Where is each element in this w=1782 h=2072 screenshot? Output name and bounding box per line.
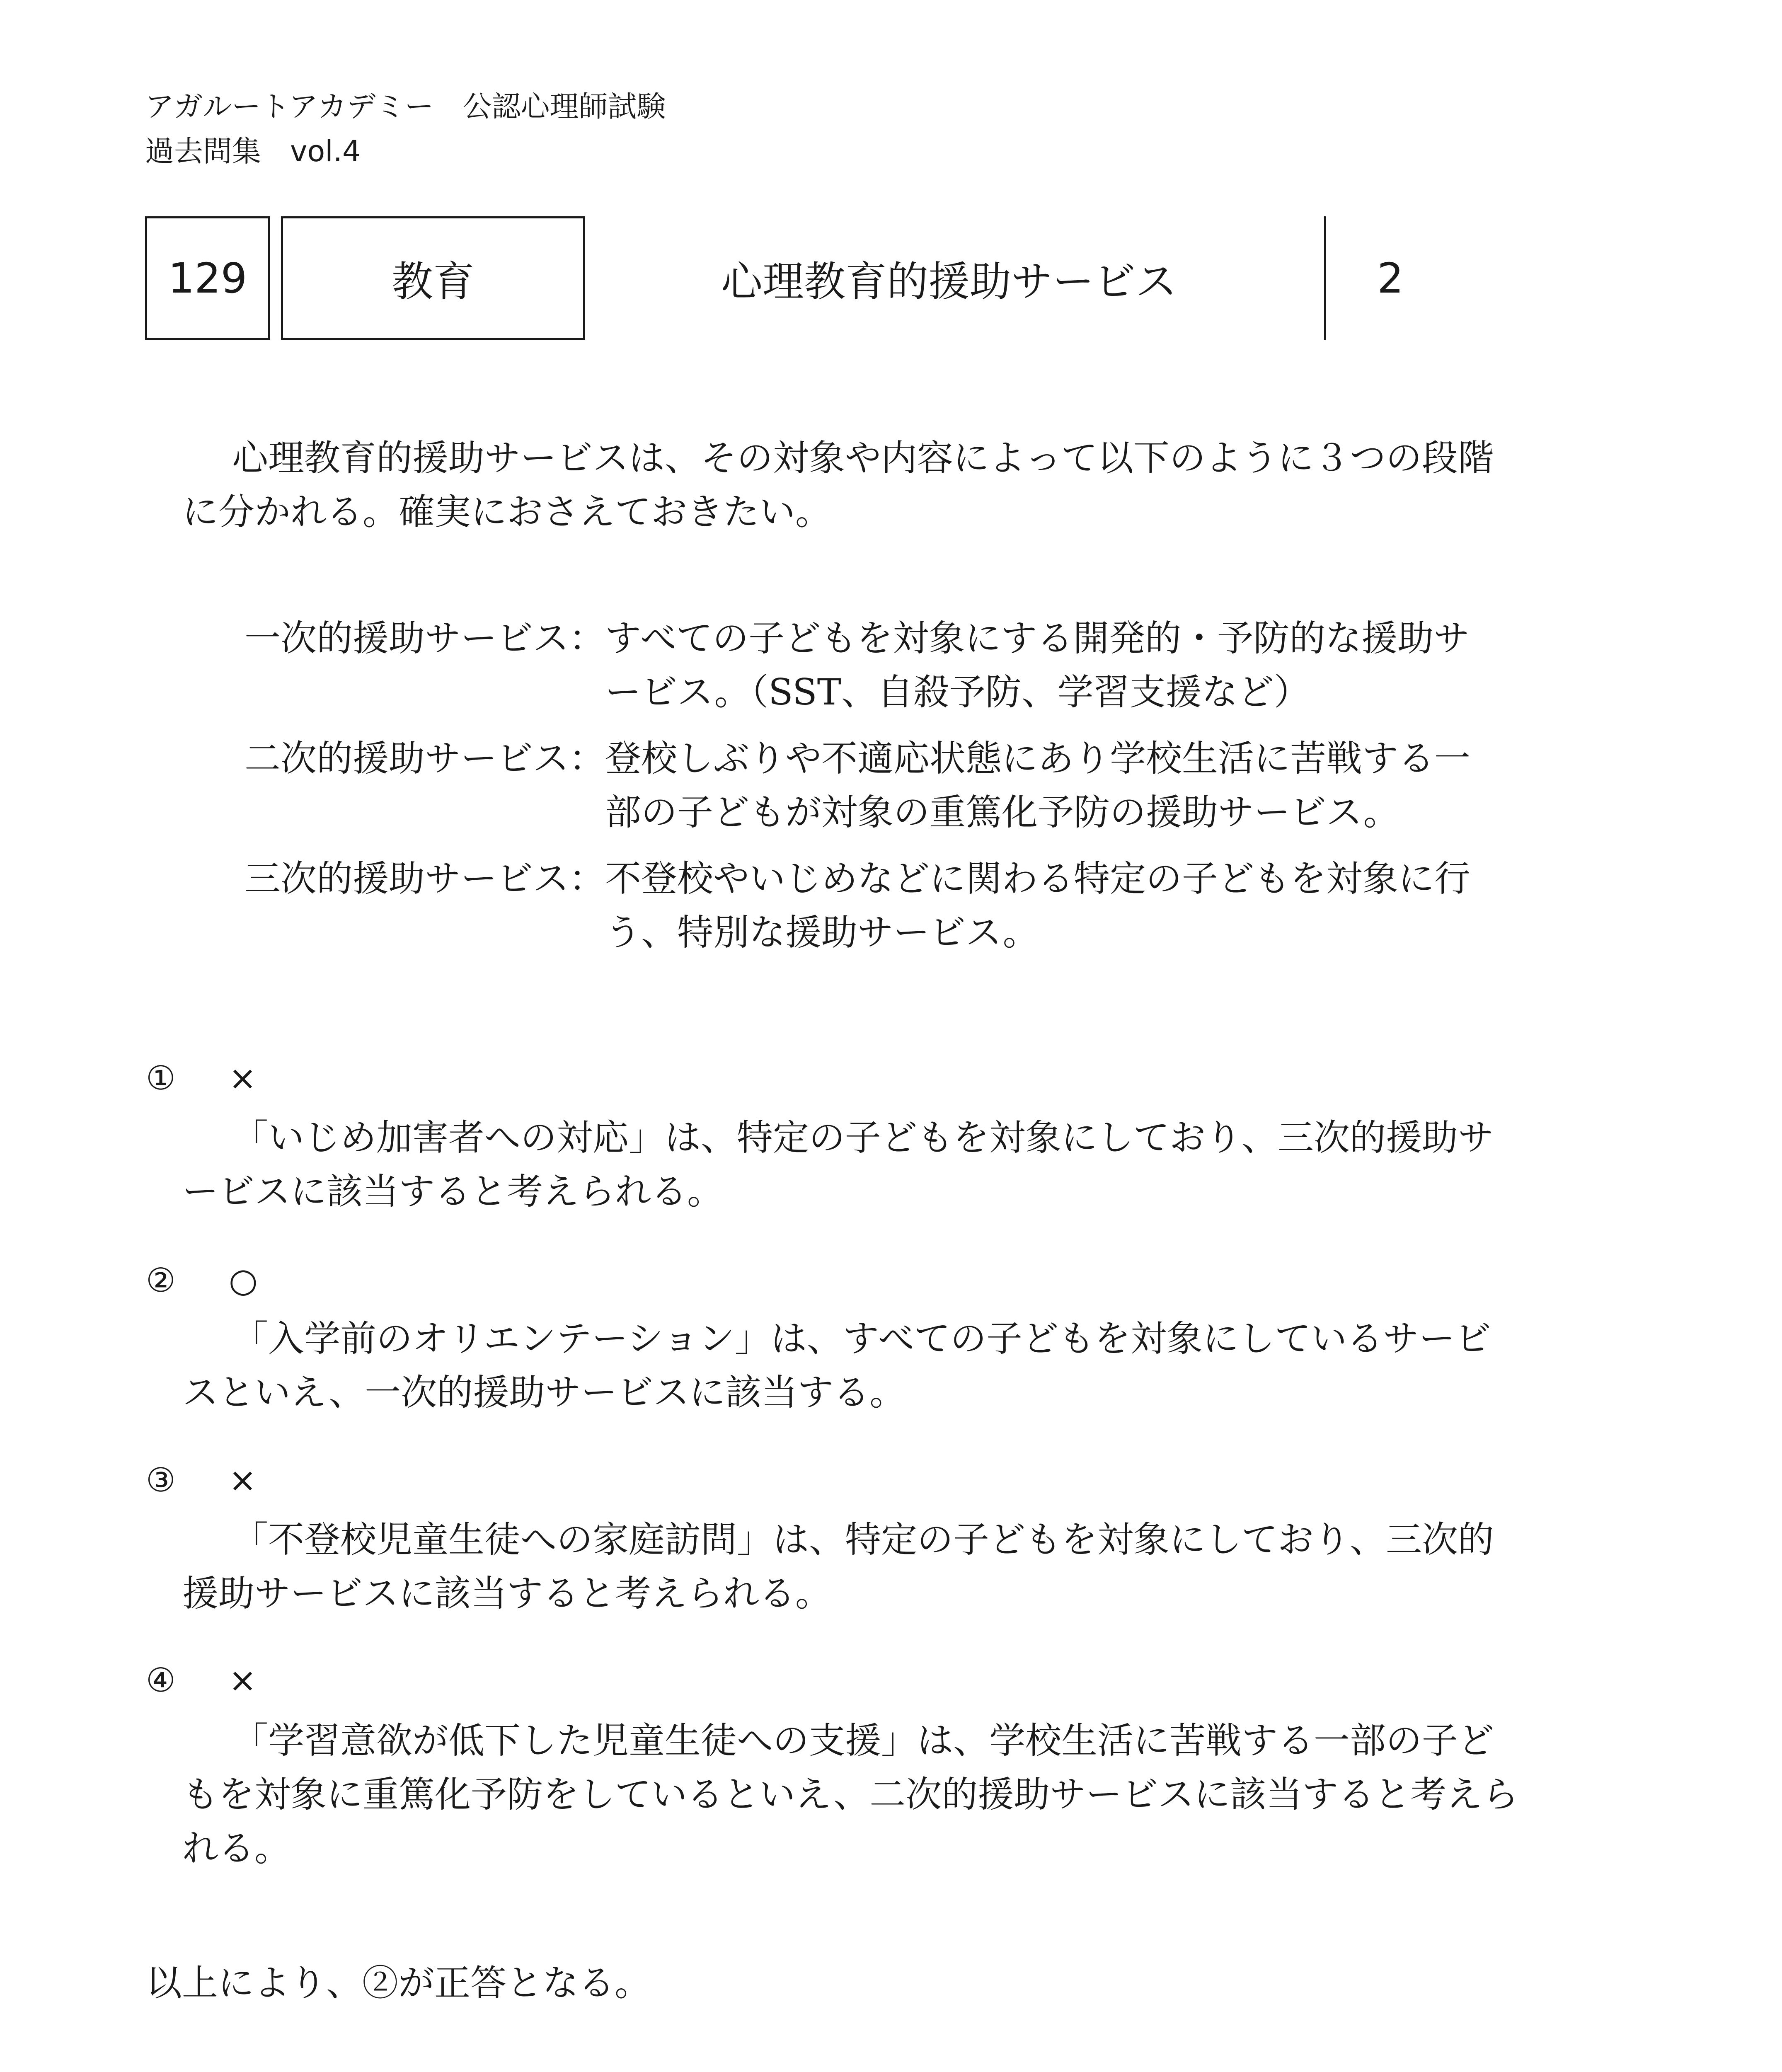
correct-answer: 2 [1377, 254, 1404, 303]
option-number: ② [146, 1261, 176, 1300]
option-explanation: 「不登校児童生徒への家庭訪問」は、特定の子どもを対象にしており、三次的援助サービスに該当すると考えられる。 [182, 1518, 1494, 1615]
option-number: ① [146, 1059, 176, 1097]
definition-label-primary: 一次的援助サービス： [245, 617, 605, 659]
definition-text-secondary: 登校しぶりや不適応状態にあり学校生活に苦戦する一部の子どもが対象の重篤化予防の援助サービス。 [605, 737, 1470, 833]
definition-text-tertiary: 不登校やいじめなどに関わる特定の子どもを対象に行う、特別な援助サービス。 [605, 857, 1470, 954]
option-number: ④ [146, 1661, 176, 1699]
option-explanation: 「学習意欲が低下した児童生徒への支援」は、学校生活に苦戦する一部の子どもを対象に重篤化予防をしているといえ、二次的援助サービスに該当すると考えられる。 [182, 1719, 1519, 1869]
question-category: 教育 [281, 216, 585, 340]
definition-text-primary: すべての子どもを対象にする開発的・予防的な援助サービス。（SST、自殺予防、学習支援など） [605, 617, 1470, 713]
option-explanation: 「いじめ加害者への対応」は、特定の子どもを対象にしており、三次的援助サービスに該当すると考えられる。 [182, 1116, 1494, 1213]
question-number: 129 [145, 216, 270, 340]
definition-label-secondary: 二次的援助サービス： [245, 737, 605, 779]
intro-paragraph [182, 431, 1521, 539]
definition-label-tertiary: 三次的援助サービス： [245, 857, 605, 900]
incorrect-mark: × [229, 1461, 257, 1499]
conclusion-text: 以上により、②が正答となる。 [146, 1962, 651, 2004]
option-number: ③ [146, 1461, 176, 1499]
incorrect-mark: × [229, 1661, 257, 1699]
question-topic: 心理教育的援助サービス [721, 257, 1177, 306]
incorrect-mark: × [229, 1059, 257, 1097]
correct-mark: ○ [229, 1261, 258, 1300]
header-publisher: アガルートアカデミー 公認心理師試験 [145, 90, 666, 123]
header-volume: 過去問集 vol.4 [145, 134, 361, 168]
intro-text: 心理教育的援助サービスは、その対象や内容によって以下のように３つの段階に分かれる。確実におさえておきたい。 [182, 437, 1494, 533]
answer-divider [1324, 216, 1326, 340]
option-explanation: 「入学前のオリエンテーション」は、すべての子どもを対象にしているサービスといえ、一次的援助サービスに該当する。 [182, 1317, 1491, 1414]
